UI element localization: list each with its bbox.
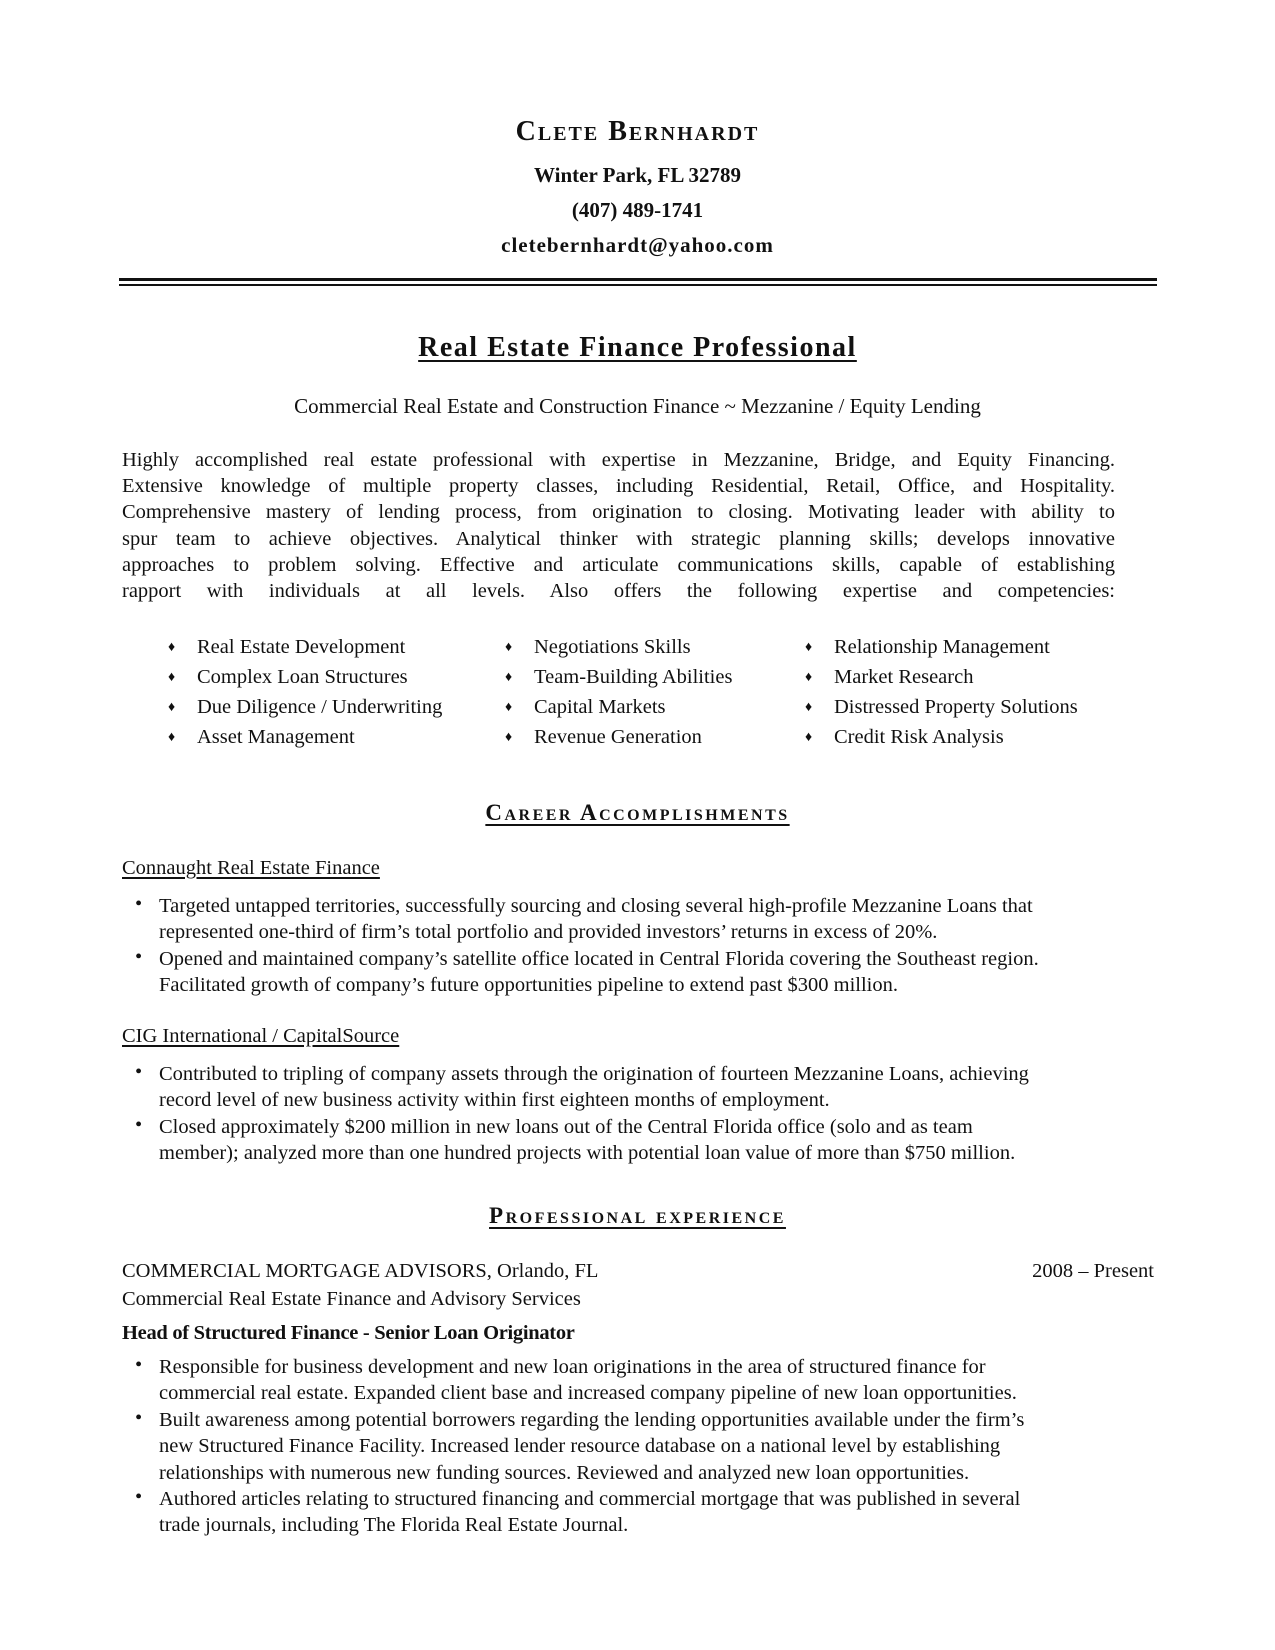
summary-line: spur team to achieve objectives. Analytical thinker with strategic planning skills; develops innovative <box>122 527 1115 550</box>
line: Built awareness among potential borrowers regarding the lending opportunities available under the firm’s <box>159 1409 1025 1431</box>
experience-item <box>159 1354 1149 1407</box>
employer: COMMERCIAL MORTGAGE ADVISORS, Orlando, FL <box>122 1260 599 1282</box>
experience-item <box>159 1486 1149 1539</box>
line: Opened and maintained company’s satellite office located in Central Florida covering the Southeast region. <box>159 948 1039 970</box>
skill-item: Market Research <box>834 666 974 688</box>
diamond-bullet-icon: ♦ <box>805 700 813 715</box>
title-text: Real Estate Finance Professional <box>418 332 857 363</box>
skill-item: Complex Loan Structures <box>197 666 408 688</box>
employment-dates: 2008 – Present <box>1032 1260 1154 1282</box>
accomplishment-item <box>159 946 1149 999</box>
section-heading-experience <box>0 1203 1275 1229</box>
diamond-bullet-icon: ♦ <box>168 640 176 655</box>
diamond-bullet-icon: ♦ <box>505 730 513 745</box>
line: Closed approximately $200 million in new loans out of the Central Florida office (solo and as team <box>159 1116 973 1138</box>
summary-line: approaches to problem solving. Effective and articulate communications skills, capable of establishing <box>122 553 1115 576</box>
accomplishment-item <box>159 1114 1149 1167</box>
line: Targeted untapped territories, successfully sourcing and closing several high-profile Mezzanine Loans that <box>159 895 1033 917</box>
diamond-bullet-icon: ♦ <box>805 670 813 685</box>
heading-text: Career Accomplishments <box>485 800 790 825</box>
bullet-icon: • <box>135 1061 143 1083</box>
candidate-name: Clete Bernhardt <box>515 116 760 147</box>
line: Facilitated growth of company’s future opportunities pipeline to extend past $300 million. <box>159 974 899 997</box>
skill-item: Asset Management <box>197 726 355 748</box>
accomplishment-item <box>159 1061 1149 1114</box>
skill-item: Team-Building Abilities <box>534 666 733 688</box>
diamond-bullet-icon: ♦ <box>168 670 176 685</box>
skill-item: Distressed Property Solutions <box>834 696 1078 718</box>
job-title: Head of Structured Finance - Senior Loan Originator <box>122 1322 575 1344</box>
skill-item: Capital Markets <box>534 696 666 718</box>
skill-item: Credit Risk Analysis <box>834 726 1004 748</box>
diamond-bullet-icon: ♦ <box>168 730 176 745</box>
header-rule <box>119 278 1157 281</box>
bullet-icon: • <box>135 1407 143 1429</box>
line: record level of new business activity within first eighteen months of employment. <box>159 1089 830 1112</box>
summary-line: Extensive knowledge of multiple property classes, including Residential, Retail, Office, and Hospitality. <box>122 475 1115 498</box>
bullet-icon: • <box>135 1486 143 1508</box>
line: commercial real estate. Expanded client base and increased company pipeline of new loan opportunities. <box>159 1382 1017 1405</box>
diamond-bullet-icon: ♦ <box>168 700 176 715</box>
bullet-icon: • <box>135 946 143 968</box>
diamond-bullet-icon: ♦ <box>805 730 813 745</box>
skill-item: Due Diligence / Underwriting <box>197 696 443 718</box>
professional-subtitle: Commercial Real Estate and Construction Finance ~ Mezzanine / Equity Lending <box>294 394 981 418</box>
skill-item: Revenue Generation <box>534 726 702 748</box>
skill-item: Real Estate Development <box>197 636 406 658</box>
line: new Structured Finance Facility. Increased lender resource database on a national level by establishing <box>159 1435 1001 1458</box>
diamond-bullet-icon: ♦ <box>505 640 513 655</box>
bullet-icon: • <box>135 893 143 915</box>
line: relationships with numerous new funding sources. Reviewed and analyzed new loan opportunities. <box>159 1461 970 1484</box>
section-heading-accomplishments <box>0 800 1275 826</box>
bullet-icon: • <box>135 1114 143 1136</box>
line: member); analyzed more than one hundred projects with potential loan value of more than $750 million. <box>159 1142 1016 1165</box>
company-cig: CIG International / CapitalSource <box>122 1025 400 1047</box>
phone: (407) 489-1741 <box>571 198 704 222</box>
accomplishment-item <box>159 893 1149 946</box>
skill-item: Relationship Management <box>834 636 1050 658</box>
skill-item: Negotiations Skills <box>534 636 691 658</box>
division: Commercial Real Estate Finance and Advisory Services <box>122 1288 581 1310</box>
summary-paragraph <box>122 447 1115 604</box>
line: Contributed to tripling of company assets through the origination of fourteen Mezzanine Loans, achieving <box>159 1063 1029 1085</box>
diamond-bullet-icon: ♦ <box>805 640 813 655</box>
professional-title <box>0 332 1275 364</box>
summary-line: rapport with individuals at all levels. Also offers the following expertise and competencies: <box>122 580 1115 603</box>
heading-text: Professional experience <box>489 1203 786 1228</box>
email: cletebernhardt@yahoo.com <box>501 233 774 257</box>
diamond-bullet-icon: ♦ <box>505 670 513 685</box>
experience-item <box>159 1407 1149 1486</box>
bullet-icon: • <box>135 1354 143 1376</box>
company-connaught: Connaught Real Estate Finance <box>122 857 380 879</box>
line: Authored articles relating to structured financing and commercial mortgage that was published in several <box>159 1488 1021 1510</box>
location: Winter Park, FL 32789 <box>534 163 741 187</box>
line: represented one-third of firm’s total portfolio and provided investors’ returns in excess of 20%. <box>159 921 938 944</box>
line: Responsible for business development and new loan originations in the area of structured finance for <box>159 1356 986 1378</box>
line: trade journals, including The Florida Real Estate Journal. <box>159 1514 629 1537</box>
summary-line: Highly accomplished real estate professional with expertise in Mezzanine, Bridge, and Equity Financing. <box>122 449 1115 471</box>
diamond-bullet-icon: ♦ <box>505 700 513 715</box>
header-rule-thin <box>119 284 1157 286</box>
summary-line: Comprehensive mastery of lending process, from origination to closing. Motivating leader with ability to <box>122 501 1115 524</box>
